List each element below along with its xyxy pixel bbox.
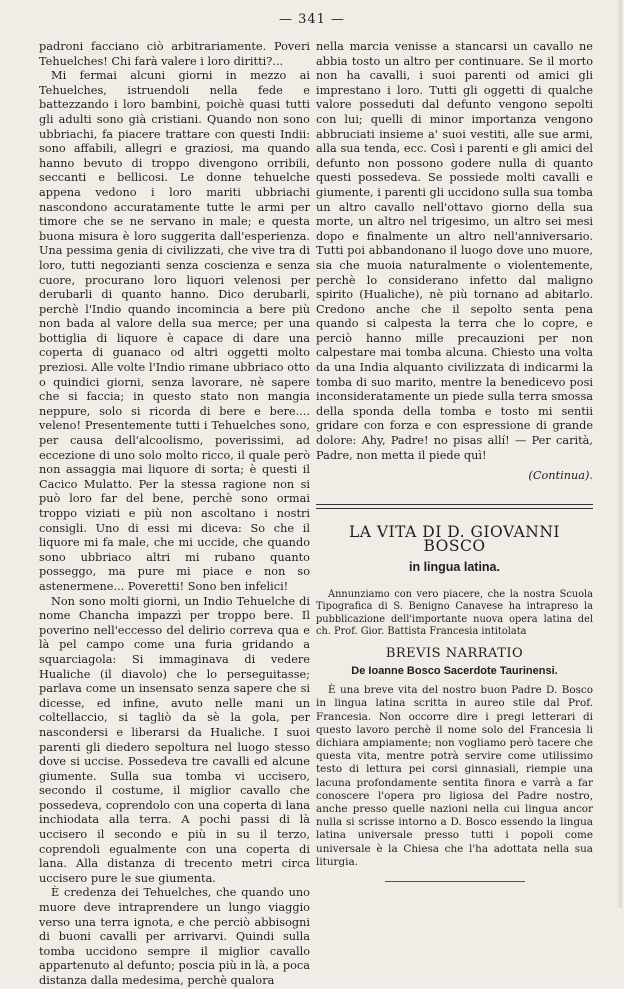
left-paragraph-4: È credenza dei Tehuelches, che quando uno muore deve intraprendere un lungo viaggio verso una terra ignota, e che perciò abbisogni di buoni cavalli per arrivarvi. Quindi sulla tomba uccidono sempre il miglior cavallo appartenuto al defunto; poscia più in là, a poca distanza dalla medesima, perchè qualora (39, 886, 310, 987)
left-paragraph-3: Non sono molti giorni, un Indio Tehuelche di nome Chancha impazzì per troppo bere. Il poverino nell'eccesso del delirio correva qua e là pel campo come una furia gridando a squarciagola: Si immaginava di vedere Hualiche (il diavolo) che lo perseguitasse; parlava come un insensato senza sapere che si dicesse, ed infine, avuto nelle mani un coltellaccio, si tagliò da sè la gola, per nascondersi e liberarsi da Hualiche. I suoi parenti gli diedero sepoltura nel luogo stesso dove si uccise. Possedeva tre cavalli ed alcune giumente. Sulla sua tomba vi uccisero, secondo il costume, il miglior cavallo che possedeva, coprendolo con una coperta di lana inchiodata alla terra. A pochi passi di là uccisero il secondo e più in su il terzo, coprendoli egualmente con una coperta di lana. Alla distanza di trecento metri circa uccisero pure le sue giumenta. (39, 594, 310, 885)
page-number: — 341 — (278, 12, 346, 27)
divider-bottom (316, 508, 593, 509)
left-paragraph-1: padroni facciano ciò arbitrariamente. Poveri Tehuelches! Chi farà valere i loro diritti?... (39, 40, 310, 68)
article-body: È una breve vita del nostro buon Padre D. Bosco in lingua latina scritta in aureo stile dal Prof. Francesia. Non occorre dire i pregi letterari di questo lavoro perchè il nome solo del Francesia li dichiara ampiamente; non vogliamo però tacere che questa vita, mentre potrà servire come utilissimo testo di lettura pei corsi ginnasiali, riempie una lacuna profondamente sentita finora e varrà a far conoscere l'opera pro ligiosa del Padre nostro, anche presso quelle nazioni nella cui lingua ancor nulla si scrisse intorno a D. Bosco essendo la lingua latina universale presso tutti i popoli come universale è la Chiesa che l'ha adottata nella sua liturgia. (316, 684, 593, 868)
article-subtitle: in lingua latina. (409, 560, 500, 574)
divider-top (316, 504, 593, 505)
section-title: BREVIS NARRATIO (385, 645, 524, 661)
right-column (316, 40, 593, 882)
left-paragraph-2: Mi fermai alcuni giorni in mezzo ai Tehuelches, istruendoli nella fede e battezzando i loro bambini, poichè quasi tutti gli adulti sono già cristiani. Quando non sono ubbriachi, fa piacere trattare con questi Indii: sono affabili, allegri e graziosi, ma quando hanno bevuto di troppo divengono orribili, seccanti e bellicosi. Le donne tehuelche appena vedono i loro mariti ubbriachi nascondono accuratamente tutte le armi per timore che se ne servano in male; e questa buona misura è loro suggerita dall'esperienza. Una pessima genia di civilizzati, che vive tra di loro, tutti negozianti senza coscienza e senza cuore, procurano loro liquori velenosi per derubarli di quanto hanno. Dico derubarli, perchè l'Indio quando incomincia a bere più non bada al valore della sua merce; per una bottiglia di liquore è capace di dare una coperta di guanaco od altri oggetti molto preziosi. Alle volte l'Indio rimane ubbriaco otto o quindici giorni, senza lavorare, nè sapere che si faccia; in questo stato non mangia neppure, solo si ricorda di bere e bere.... veleno! Presentemente tutti i Tehuelches sono, per causa dell'alcoolismo, poverissimi, ad eccezione di uno solo molto ricco, il quale però non assaggia mai liquore di sorta; è questi il Cacico Mulatto. Per la stessa ragione non si può loro far del bene, perchè sono ormai troppo viziati e più non ascoltano i nostri consigli. Uno di essi mi diceva: So che il liquore mi fa male, che mi uccide, che quando sono ubbriaco altri mi rubano quanto posseggo, ma pure mi piace e non so astenermene... Poveretti! Sono ben infelici! (39, 69, 310, 593)
continua-signoff: (Continua). (528, 469, 593, 483)
right-continuation-text: nella marcia venisse a stancarsi un cavallo ne abbia tosto un altro per continuare. Se il morto non ha cavalli, i suoi parenti od amici gli imprestano i loro. Tutti gli oggetti di qualche valore posseduti dal defunto vengono sepolti con lui; quelli di minor importanza vengono abbruciati insieme a' suoi vestiti, alle sue armi, alla sua tenda, ecc. Così i parenti e gli amici del defunto non possono godere nulla di quanto questi possedeva. Se possiede molti cavalli e giumente, i parenti gli uccidono sulla sua tomba un altro cavallo nell'ottavo giorno della sua morte, un altro nel trigesimo, un altro sei mesi dopo e finalmente un altro nell'anniversario. Tutti poi abbandonano il luogo dove uno muore, sia che muoia naturalmente o violentemente, perchè lo considerano infetto dal maligno spirito (Hualiche), nè più tornano ad abitarlo. Credono anche che il sepolto senta pena quando si calpesta la terra che lo copre, e perciò hanno mille precauzioni per non calpestare mai tomba alcuna. Chiesto una volta da una India alquanto civilizzata di indicarmi la tomba di suo marito, mentre la benedicevo posi inconsideratamente un piede sulla terra smossa della sponda della tomba e tosto mi sentii gridare con forza e con espressione di grande dolore: Ahy, Padre! no pisas allí! — Per carità, Padre, non metta il piede quì! (316, 40, 593, 462)
article-title: LA VITA DI D. GIOVANNI BOSCO (348, 522, 561, 556)
article-intro: Annunziamo con vero piacere, che la nostra Scuola Tipografica di S. Benigno Canavese ha intrapreso la pubblicazione dell'importante nuova opera latina del ch. Prof. Gior. Battista Francesia intitolata (316, 588, 593, 638)
left-column (39, 40, 310, 989)
page-edge-shadow (616, 0, 622, 908)
end-rule (385, 881, 525, 882)
section-subtitle: De Ioanne Bosco Sacerdote Taurinensi. (351, 664, 558, 677)
